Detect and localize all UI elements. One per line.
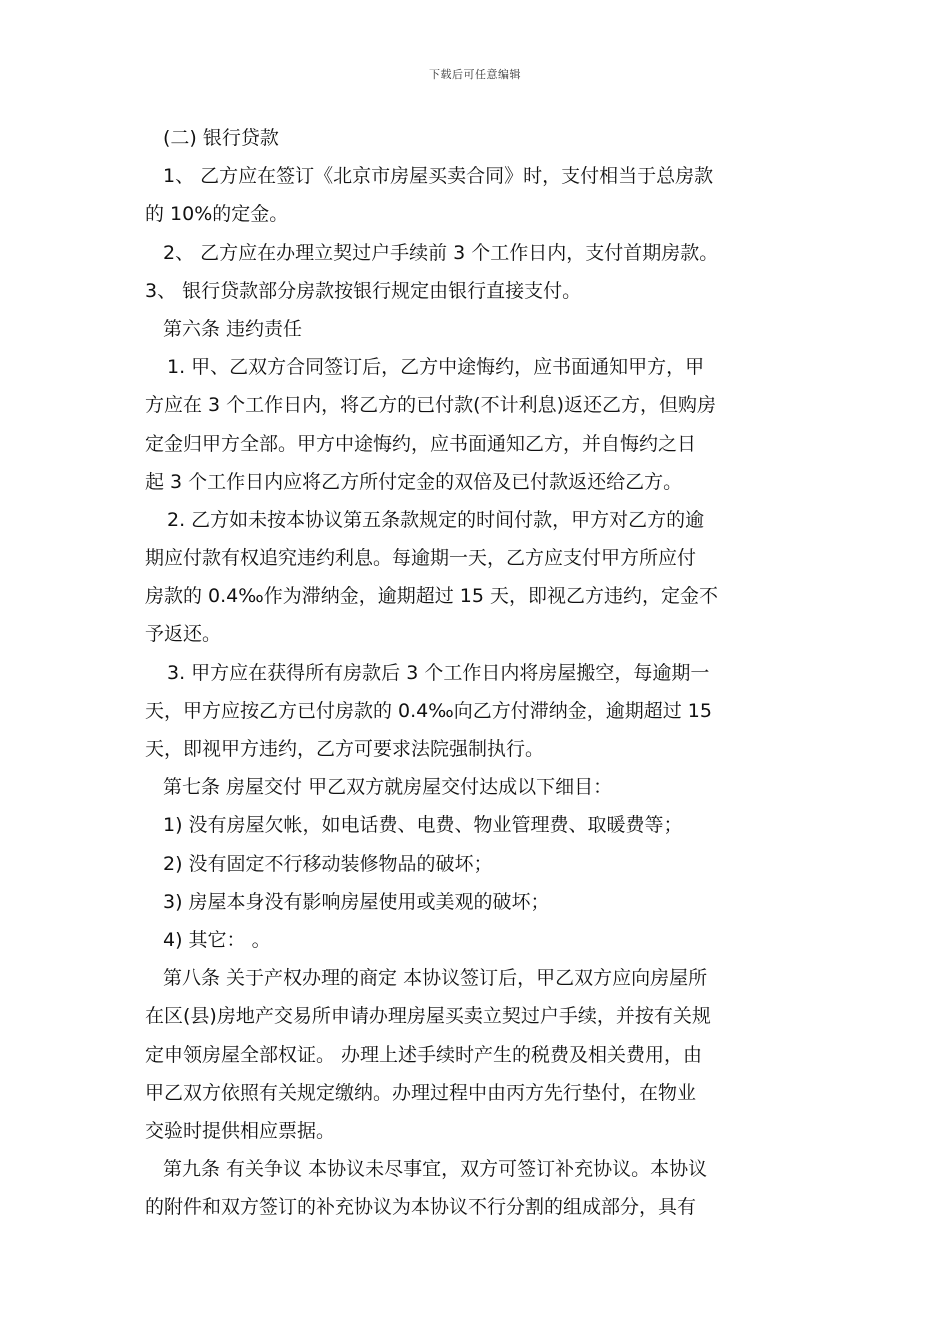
page-header: 下载后可任意编辑: [429, 68, 521, 81]
text-line: 甲乙双方依照有关规定缴纳。办理过程中由丙方先行垫付，在物业: [145, 1081, 697, 1104]
text-line: 第七条 房屋交付 甲乙双方就房屋交付达成以下细目：: [163, 776, 613, 799]
text-line: 2) 没有固定不行移动装修物品的破坏；: [163, 852, 493, 875]
text-line: 第九条 有关争议 本协议未尽事宜，双方可签订补充协议。本协议: [163, 1158, 708, 1181]
text-line: 房款的 0.4‰作为滞纳金，逾期超过 15 天，即视乙方违约，定金不: [145, 585, 719, 608]
text-line: 2. 乙方如未按本协议第五条款规定的时间付款，甲方对乙方的逾: [167, 508, 705, 531]
text-line: 1) 没有房屋欠帐，如电话费、电费、物业管理费、取暖费等；: [163, 814, 683, 837]
text-line: 天，即视甲方违约，乙方可要求法院强制执行。: [145, 738, 545, 760]
document-body: [145, 119, 810, 1226]
text-line: 2、 乙方应在办理立契过户手续前 3 个工作日内，支付首期房款。: [163, 241, 719, 264]
text-line: 期应付款有权追究违约利息。每逾期一天，乙方应支付甲方所应付: [145, 547, 697, 570]
text-line: 3. 甲方应在获得所有房款后 3 个工作日内将房屋搬空，每逾期一: [167, 661, 710, 684]
text-line: 3、 银行贷款部分房款按银行规定由银行直接支付。: [145, 279, 582, 302]
text-line: 起 3 个工作日内应将乙方所付定金的双倍及已付款返还给乙方。: [145, 470, 683, 493]
text-line: (二) 银行贷款: [163, 127, 279, 149]
text-line: 4) 其它： 。: [163, 928, 271, 951]
text-line: 第六条 违约责任: [163, 317, 303, 340]
text-line: 在区(县)房地产交易所申请办理房屋买卖立契过户手续，并按有关规: [145, 1005, 711, 1028]
text-line: 的附件和双方签订的补充协议为本协议不行分割的组成部分，具有: [145, 1196, 697, 1219]
text-line: 交验时提供相应票据。: [145, 1119, 336, 1142]
text-line: 的 10%的定金。: [145, 203, 289, 226]
text-line: 方应在 3 个工作日内，将乙方的已付款(不计利息)返还乙方，但购房: [145, 394, 716, 417]
text-line: 定金归甲方全部。甲方中途悔约，应书面通知乙方，并自悔约之日: [145, 432, 697, 455]
text-line: 第八条 关于产权办理的商定 本协议签订后，甲乙双方应向房屋所: [163, 967, 708, 990]
text-line: 定申领房屋全部权证。 办理上述手续时产生的税费及相关费用，由: [145, 1043, 703, 1066]
text-line: 3) 房屋本身没有影响房屋使用或美观的破坏；: [163, 890, 550, 913]
text-line: 天，甲方应按乙方已付房款的 0.4‰向乙方付滞纳金，逾期超过 15: [145, 699, 712, 722]
text-line: 1. 甲、乙双方合同签订后，乙方中途悔约，应书面通知甲方，甲: [167, 356, 705, 379]
text-line: 予返还。: [145, 623, 222, 646]
text-line: 1、 乙方应在签订《北京市房屋买卖合同》时，支付相当于总房款: [163, 165, 714, 188]
